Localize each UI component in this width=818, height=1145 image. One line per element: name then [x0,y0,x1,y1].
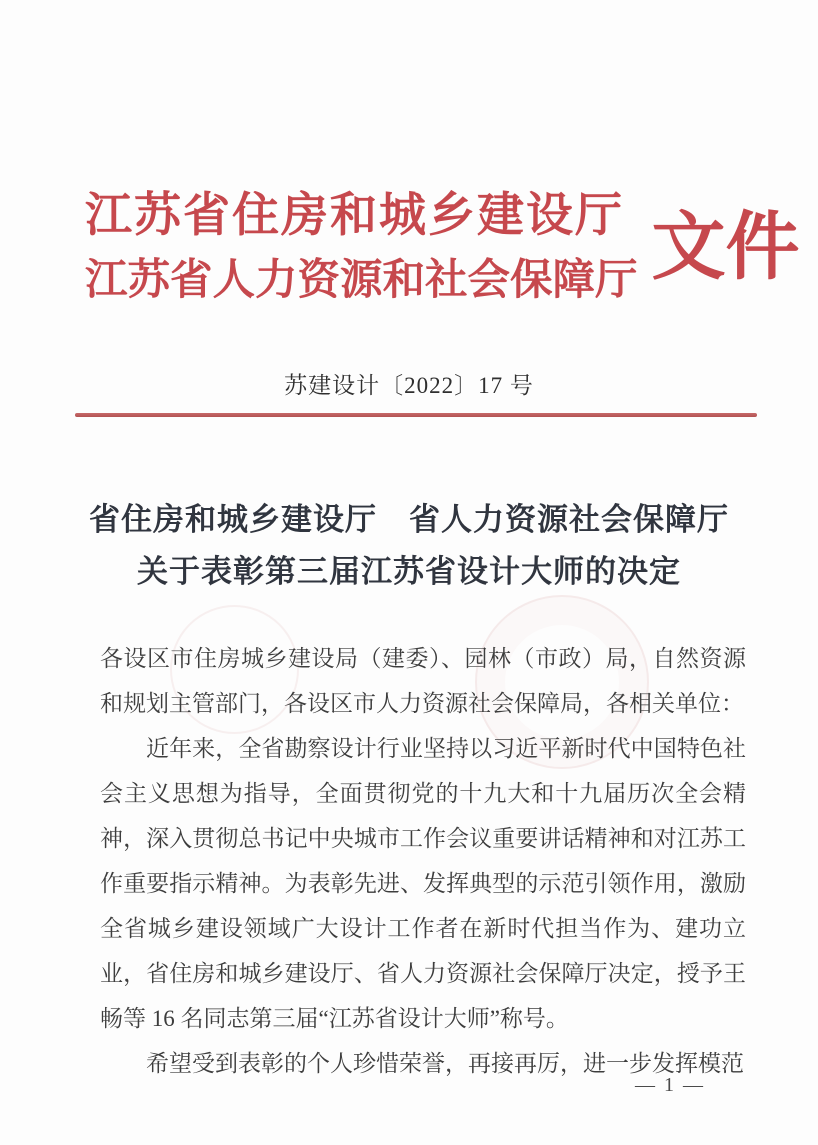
document-letterhead [85,183,800,312]
salutation-paragraph: 各设区市住房城乡建设局（建委）、园林（市政）局，自然资源和规划主管部门，各设区市人力资源社会保障局，各相关单位： [100,646,746,716]
title-line-1: 省住房和城乡建设厅 省人力资源社会保障厅 [89,502,729,537]
header-divider-line [75,413,757,417]
doc-type-label: 文件 [651,206,800,289]
document-title [0,494,818,598]
issuing-orgs [85,183,638,312]
issuing-org-line1: 江苏省住房和城乡建设厅 [85,190,624,242]
document-body [100,636,746,1086]
document-number: 苏建设计〔2022〕17 号 [284,373,534,398]
body-paragraph-1: 近年来，全省勘察设计行业坚持以习近平新时代中国特色社会主义思想为指导，全面贯彻党的十九大和十九届历次全会精神，深入贯彻总书记中央城市工作会议重要讲话精神和对江苏工作重要指示精神。为表彰先进、发挥典型的示范引领作用，激励全省城乡建设领域广大设计工作者在新时代担当作为、建功立业，省住房和城乡建设厅、省人力资源社会保障厅决定，授予王畅等 16 名同志第三届“江苏省设计大师”称号。 [100,736,746,1031]
page-number: — 1 — [635,1074,705,1096]
body-paragraph-2: 希望受到表彰的个人珍惜荣誉，再接再厉，进一步发挥模范 [146,1051,744,1076]
issuing-org-line2: 江苏省人力资源和社会保障厅 [85,257,638,304]
title-line-2: 关于表彰第三届江苏省设计大师的决定 [137,554,681,589]
